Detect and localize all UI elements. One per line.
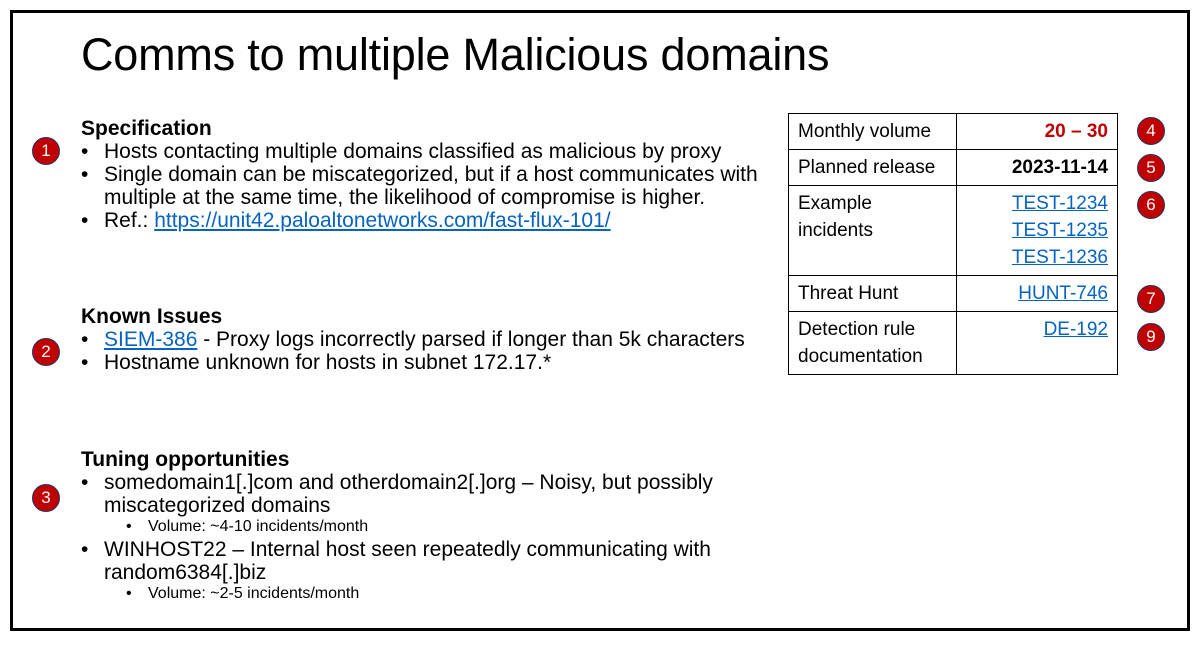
siem-386-link[interactable]: SIEM-386: [104, 328, 198, 351]
tuning-heading: Tuning opportunities: [81, 448, 290, 471]
issue-text: - Proxy logs incorrectly parsed if longer than 5k characters: [197, 328, 745, 351]
table-row: [789, 276, 1118, 312]
threat-hunt-value: [957, 276, 1118, 312]
example-incidents-label: Example incidents: [789, 186, 957, 276]
incident-link[interactable]: TEST-1236: [1011, 247, 1108, 268]
example-incidents-value: [957, 186, 1118, 276]
list-item: • Hosts contacting multiple domains classified as malicious by proxy: [81, 140, 781, 163]
tuning-item-text: WINHOST22 – Internal host seen repeatedly communicating with random6384[.]biz: [104, 538, 711, 584]
incident-link[interactable]: TEST-1234: [1011, 193, 1108, 214]
table-row: [789, 312, 1118, 375]
specification-heading: Specification: [81, 117, 212, 140]
list-item: • Volume: ~4-10 incidents/month: [126, 517, 781, 536]
list-item: [81, 471, 781, 536]
list-item: [81, 328, 781, 351]
tuning-sublist: [81, 584, 781, 603]
table-row: [789, 186, 1118, 276]
tuning-section: [81, 448, 781, 603]
list-item: • Hostname unknown for hosts in subnet 172.17.*: [81, 351, 781, 374]
threat-hunt-label: Threat Hunt: [789, 276, 957, 312]
badge-1: 1: [32, 137, 60, 165]
slide: [10, 10, 1190, 631]
tuning-sublist: [81, 517, 781, 536]
badge-2: 2: [32, 338, 60, 366]
incident-link[interactable]: TEST-1235: [1011, 220, 1108, 241]
known-issues-section: [81, 305, 781, 374]
list-item: [81, 209, 781, 232]
tuning-item-text: somedomain1[.]com and otherdomain2[.]org – Noisy, but possibly miscategorized domains: [104, 471, 713, 517]
planned-release-value: 2023-11-14: [957, 150, 1118, 186]
badge-6: 6: [1137, 191, 1165, 219]
badge-9: 9: [1137, 323, 1165, 351]
list-item: • Volume: ~2-5 incidents/month: [126, 584, 781, 603]
info-table: [788, 113, 1118, 375]
table-row: [789, 150, 1118, 186]
tuning-list: [81, 471, 781, 603]
badge-5: 5: [1137, 154, 1165, 182]
detection-doc-label: Detection rule documentation: [789, 312, 957, 375]
specification-section: [81, 117, 781, 232]
badge-4: 4: [1137, 117, 1165, 145]
badge-3: 3: [32, 484, 60, 512]
threat-hunt-link[interactable]: HUNT-746: [1018, 283, 1108, 304]
table-row: [789, 114, 1118, 150]
known-issues-heading: Known Issues: [81, 305, 223, 328]
ref-label: Ref.:: [104, 209, 155, 232]
detection-doc-link[interactable]: DE-192: [1043, 319, 1108, 340]
monthly-volume-label: Monthly volume: [789, 114, 957, 150]
monthly-volume-value: 20 – 30: [957, 114, 1118, 150]
list-item: [81, 538, 781, 603]
specification-list: [81, 140, 781, 232]
planned-release-label: Planned release: [789, 150, 957, 186]
detection-doc-value: [957, 312, 1118, 375]
ref-link[interactable]: https://unit42.paloaltonetworks.com/fast-flux-101/: [154, 209, 611, 232]
badge-7: 7: [1137, 285, 1165, 313]
list-item: • Single domain can be miscategorized, but if a host communicates with multiple at the same time, the likelihood of compromise is higher.: [81, 163, 781, 209]
known-issues-list: [81, 328, 781, 374]
slide-title: Comms to multiple Malicious domains: [81, 29, 830, 80]
